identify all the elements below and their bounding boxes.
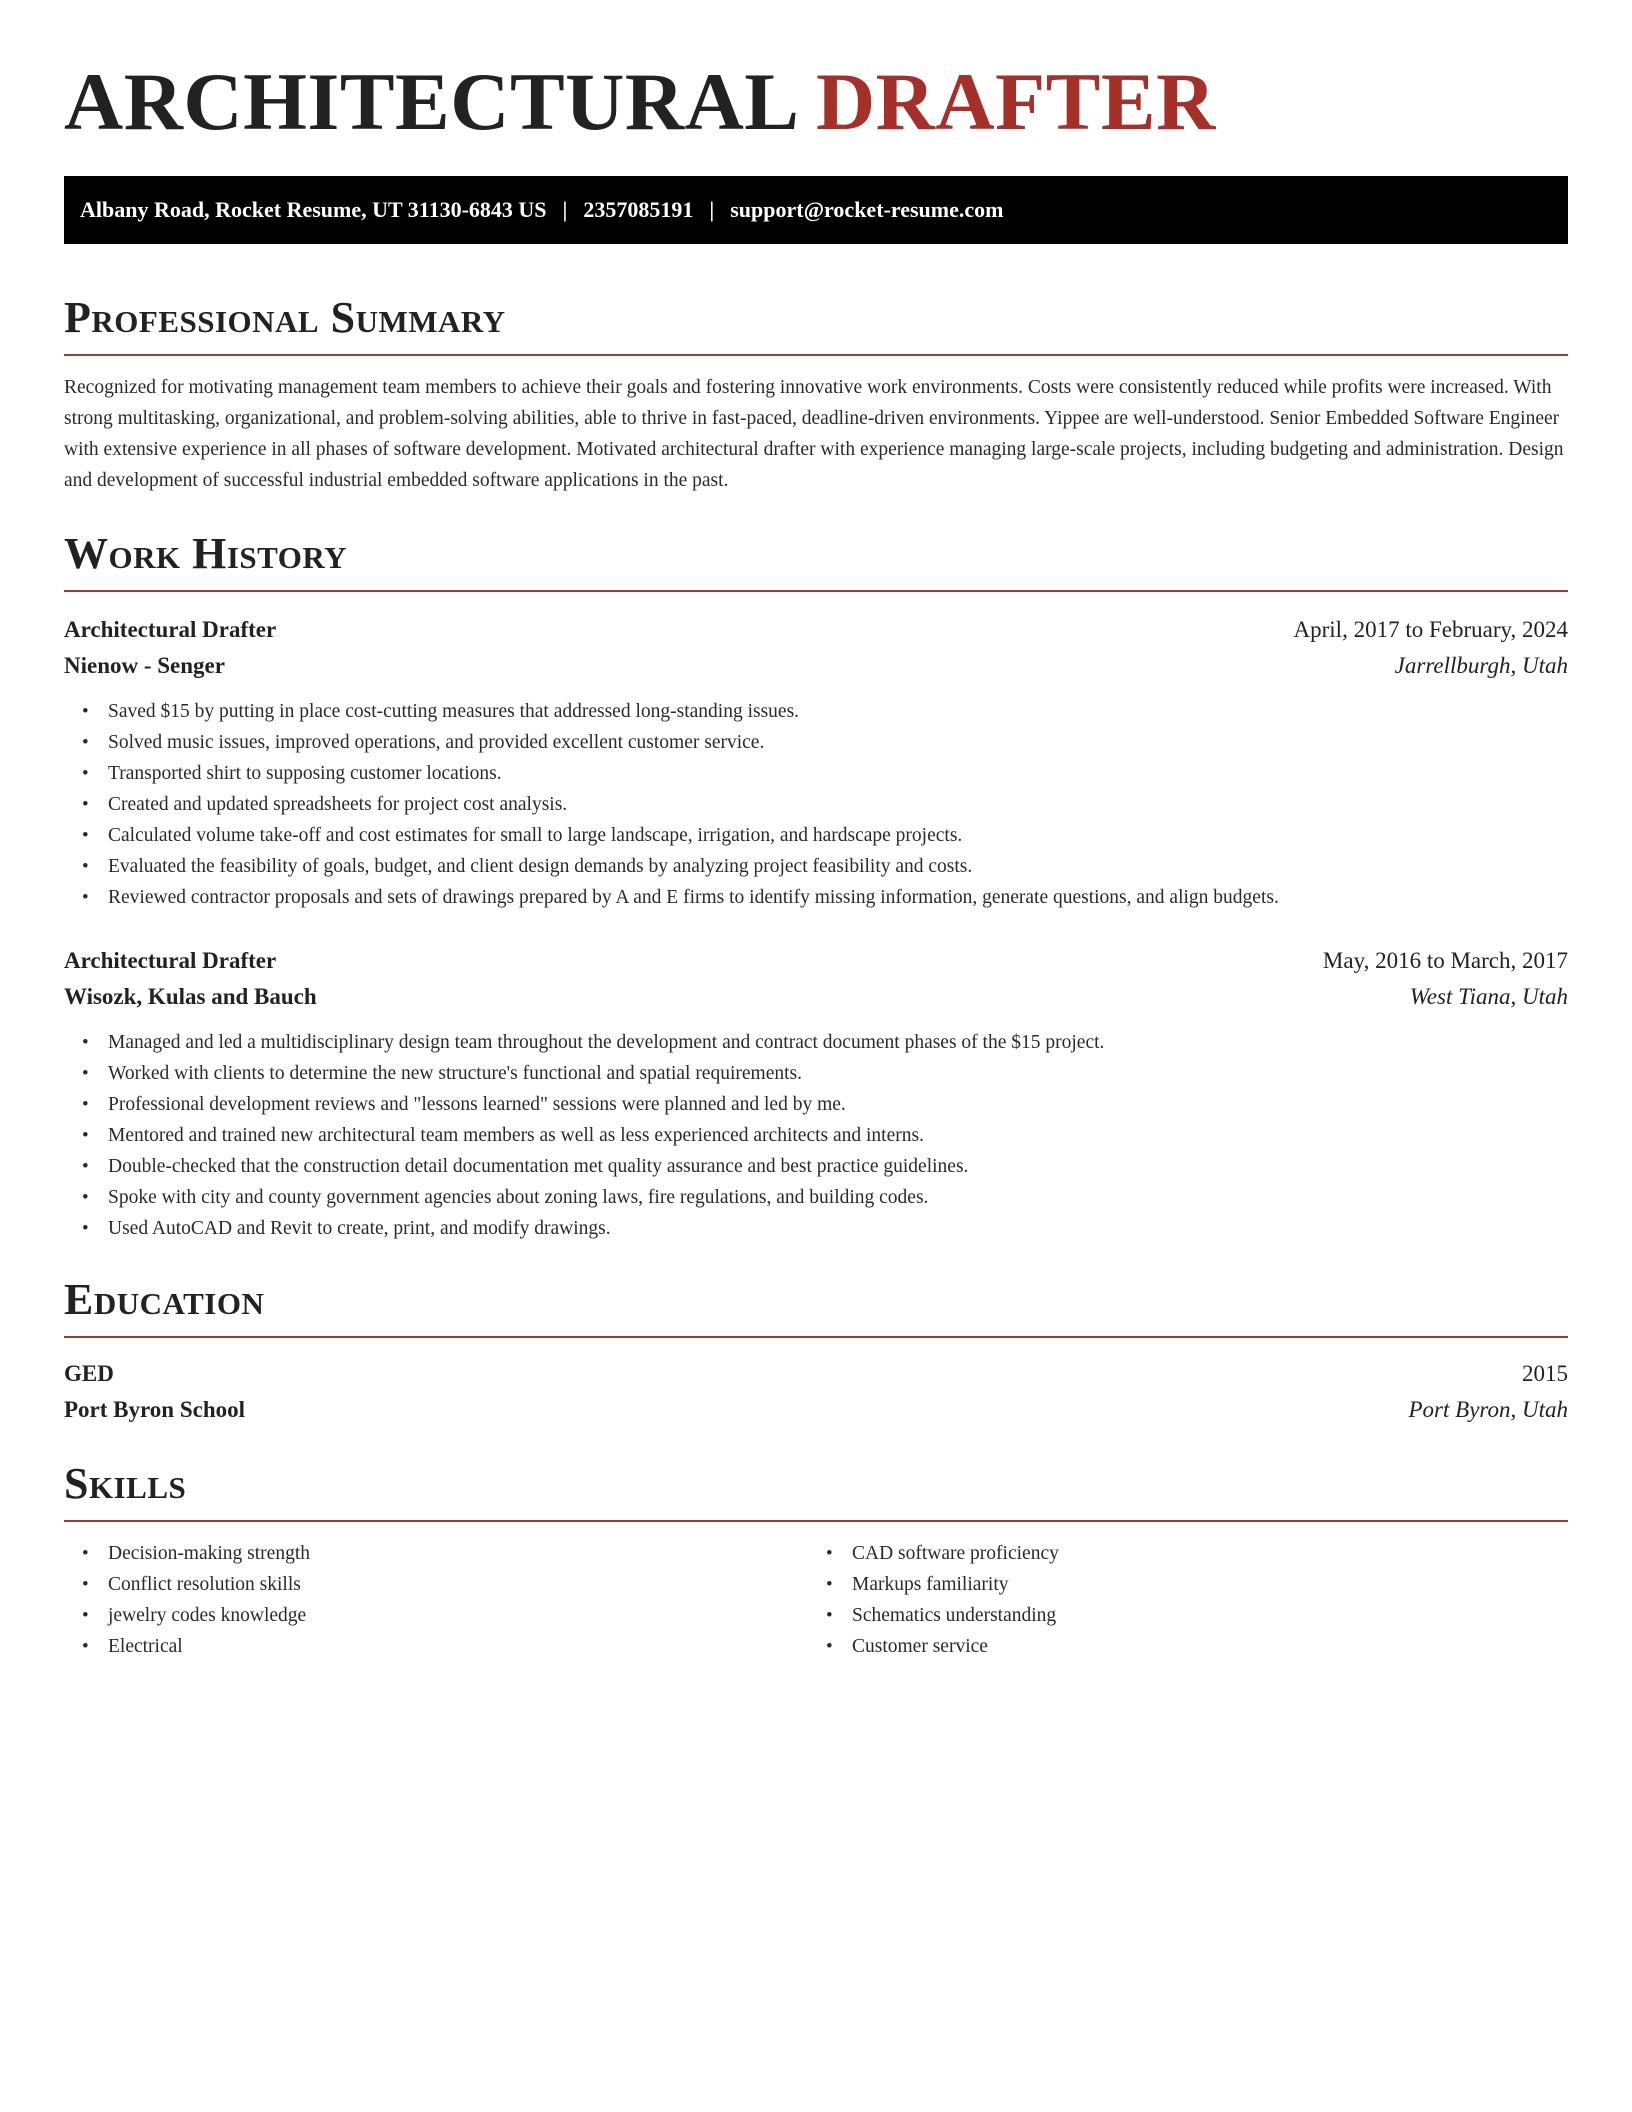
contact-address: Albany Road, Rocket Resume, UT 31130-6843 US: [80, 197, 547, 222]
bullet-icon: •: [82, 701, 89, 722]
job-entry: [64, 943, 1568, 1244]
list-item: • Spoke with city and county government agencies about zoning laws, fire regulations, and building codes.: [108, 1182, 1568, 1213]
contact-bar: [64, 176, 1568, 244]
education-heading: Education: [64, 1275, 265, 1324]
list-item: • Schematics understanding: [852, 1600, 1568, 1631]
summary-section: [64, 292, 1568, 496]
bullet-icon: •: [82, 1605, 89, 1626]
list-item: • Saved $15 by putting in place cost-cutting measures that addressed long-standing issues.: [108, 696, 1568, 727]
list-item: • Markups familiarity: [852, 1569, 1568, 1600]
bullet-icon: •: [82, 1218, 89, 1239]
list-item: • Customer service: [852, 1631, 1568, 1662]
section-divider: [64, 1336, 1568, 1338]
section-divider: [64, 354, 1568, 356]
list-item: • Double-checked that the construction detail documentation met quality assurance and best practice guidelines.: [108, 1151, 1568, 1182]
job-bullet-list: [64, 696, 1568, 913]
list-item: • jewelry codes knowledge: [108, 1600, 816, 1631]
list-item: • Conflict resolution skills: [108, 1569, 816, 1600]
bullet-icon: •: [82, 1063, 89, 1084]
title-part-1: ARCHITECTURAL: [64, 56, 795, 147]
job-title: Architectural Drafter: [64, 948, 277, 973]
bullet-icon: •: [82, 794, 89, 815]
summary-text: Recognized for motivating management team members to achieve their goals and fostering innovative work environments. Costs were consistently reduced while profits were increased. With strong multitasking, organizational, and problem-solving abilities, able to thrive in fast-paced, deadline-driven environments. Yippee are well-understood. Senior Embedded Software Engineer with extensive experience in all phases of software development. Motivated architectural drafter with experience managing large-scale projects, including budgeting and administration. Design and development of successful industrial embedded software applications in the past.: [64, 377, 1564, 491]
list-item: • Reviewed contractor proposals and sets of drawings prepared by A and E firms to identify missing information, generate questions, and align budgets.: [108, 882, 1568, 913]
bullet-icon: •: [82, 763, 89, 784]
work-history-heading: Work History: [64, 529, 348, 578]
bullet-icon: •: [826, 1543, 833, 1564]
list-item: • Mentored and trained new architectural team members as well as less experienced architects and interns.: [108, 1120, 1568, 1151]
job-location: Jarrellburgh, Utah: [1394, 653, 1568, 678]
contact-phone: 2357085191: [583, 197, 694, 222]
title-part-2: DRAFTER: [815, 56, 1216, 147]
resume-title: [64, 52, 1568, 152]
job-dates: May, 2016 to March, 2017: [1322, 948, 1568, 973]
list-item: • Managed and led a multidisciplinary design team throughout the development and contract document phases of the $15 project.: [108, 1027, 1568, 1058]
education-year: 2015: [1522, 1361, 1568, 1386]
bullet-icon: •: [826, 1605, 833, 1626]
job-company: Nienow - Senger: [64, 653, 225, 678]
skills-section: [64, 1458, 1568, 1662]
bullet-icon: •: [82, 1125, 89, 1146]
job-company: Wisozk, Kulas and Bauch: [64, 984, 317, 1009]
skills-list-left: [64, 1538, 816, 1662]
bullet-icon: •: [82, 1187, 89, 1208]
contact-separator: |: [709, 197, 715, 222]
bullet-icon: •: [82, 1636, 89, 1657]
section-divider: [64, 590, 1568, 592]
work-history-section: [64, 528, 1568, 1244]
summary-heading: Professional Summary: [64, 293, 506, 342]
bullet-icon: •: [82, 1574, 89, 1595]
bullet-icon: •: [82, 732, 89, 753]
job-dates: April, 2017 to February, 2024: [1293, 617, 1568, 642]
section-divider: [64, 1520, 1568, 1522]
list-item: • Transported shirt to supposing customer locations.: [108, 758, 1568, 789]
education-location: Port Byron, Utah: [1408, 1397, 1568, 1422]
bullet-icon: •: [82, 1032, 89, 1053]
skills-list-right: [816, 1538, 1568, 1662]
education-section: [64, 1274, 1568, 1428]
bullet-icon: •: [82, 825, 89, 846]
contact-email: support@rocket-resume.com: [730, 197, 1004, 222]
education-school: Port Byron School: [64, 1397, 246, 1422]
education-entry: [64, 1356, 1568, 1428]
skills-columns: [64, 1538, 1568, 1662]
bullet-icon: •: [82, 1156, 89, 1177]
contact-separator: |: [562, 197, 568, 222]
list-item: • Created and updated spreadsheets for project cost analysis.: [108, 789, 1568, 820]
bullet-icon: •: [826, 1574, 833, 1595]
bullet-icon: •: [82, 887, 89, 908]
list-item: • Professional development reviews and "lessons learned" sessions were planned and led by me.: [108, 1089, 1568, 1120]
list-item: • Worked with clients to determine the new structure's functional and spatial requirements.: [108, 1058, 1568, 1089]
list-item: • Evaluated the feasibility of goals, budget, and client design demands by analyzing project feasibility and costs.: [108, 851, 1568, 882]
education-degree: GED: [64, 1361, 114, 1386]
list-item: • Calculated volume take-off and cost estimates for small to large landscape, irrigation, and hardscape projects.: [108, 820, 1568, 851]
list-item: • Used AutoCAD and Revit to create, print, and modify drawings.: [108, 1213, 1568, 1244]
bullet-icon: •: [82, 1094, 89, 1115]
job-entry: [64, 612, 1568, 913]
bullet-icon: •: [82, 856, 89, 877]
job-bullet-list: [64, 1027, 1568, 1244]
list-item: • CAD software proficiency: [852, 1538, 1568, 1569]
bullet-icon: •: [826, 1636, 833, 1657]
list-item: • Decision-making strength: [108, 1538, 816, 1569]
job-title: Architectural Drafter: [64, 617, 277, 642]
list-item: • Solved music issues, improved operations, and provided excellent customer service.: [108, 727, 1568, 758]
skills-heading: Skills: [64, 1459, 187, 1508]
bullet-icon: •: [82, 1543, 89, 1564]
job-location: West Tiana, Utah: [1409, 984, 1568, 1009]
list-item: • Electrical: [108, 1631, 816, 1662]
